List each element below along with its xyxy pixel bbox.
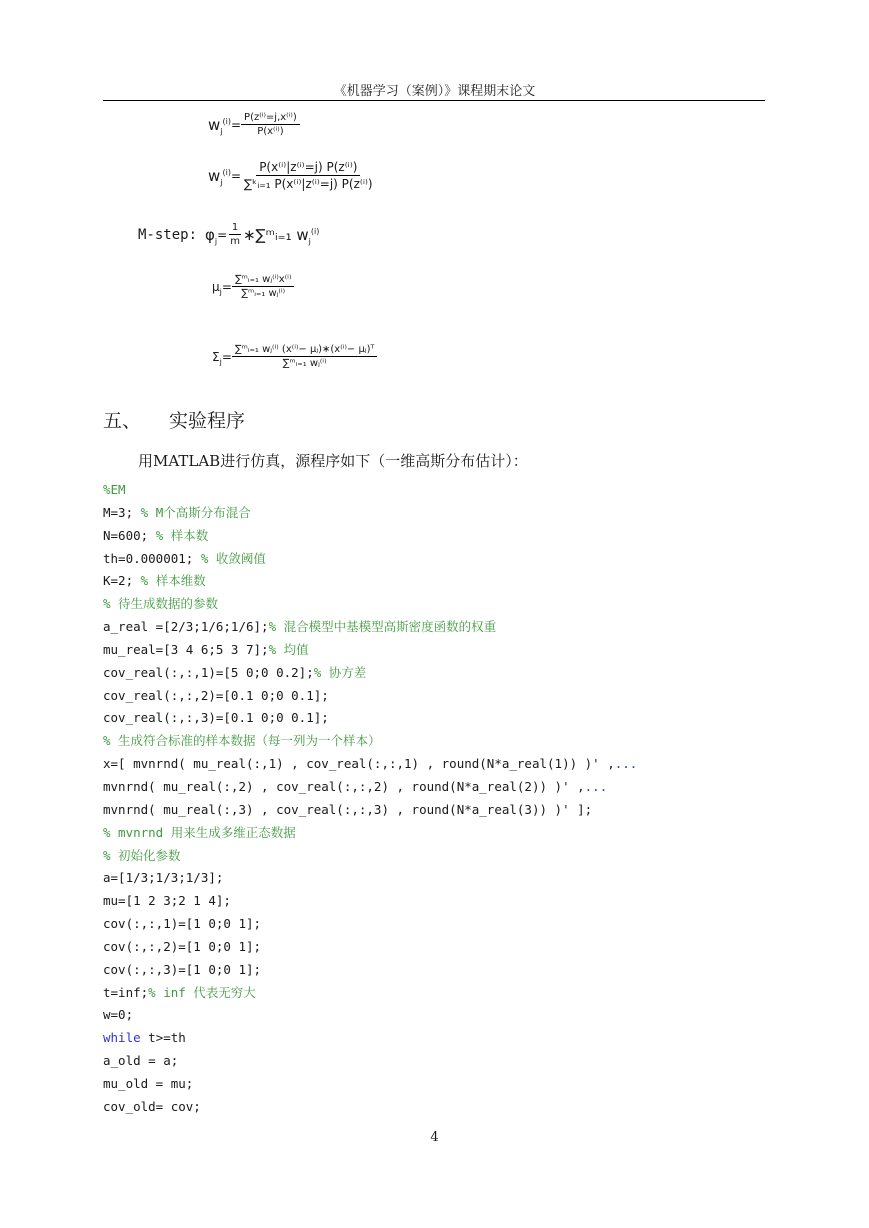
section-number: 五、 [103,410,142,432]
code-line [103,570,637,593]
m-step-sigma-equation [212,344,377,369]
code-line [103,845,637,868]
sigma-denominator: ∑ᵐᵢ₌₁ wⱼ⁽ⁱ⁾ [282,358,327,369]
code-comment: % 混合模型中基模型高斯密度函数的权重 [268,619,497,635]
intro-paragraph: 用MATLAB进行仿真，源程序如下（一维高斯分布估计）： [138,452,528,470]
code-line [103,753,637,776]
code-text: cov(:,:,1)=[1 0;0 1]; [103,916,262,932]
code-comment: %EM [103,482,126,497]
code-comment: % M个高斯分布混合 [140,504,251,520]
eq2-denominator: ∑ᵏᵢ₌₁ P(x⁽ⁱ⁾|z⁽ⁱ⁾=j) P(z⁽ⁱ⁾) [244,177,373,191]
header-title: 《机器学习（案例）》课程期末论文 [333,84,536,99]
code-line [103,867,637,890]
section-title: 实验程序 [169,410,246,432]
code-line [103,1050,637,1073]
eq2-numerator: P(x⁽ⁱ⁾|z⁽ⁱ⁾=j) P(z⁽ⁱ⁾) [256,160,360,176]
code-line [103,959,637,982]
code-comment: % 样本数 [155,527,209,543]
code-comment: % 均值 [268,641,309,657]
sigma-fraction [232,344,377,369]
code-comment: % 生成符合标准的样本数据（每一列为一个样本） [103,733,381,749]
eq1-equals: = [230,117,242,132]
code-line [103,822,637,845]
code-comment: % inf 代表无穷大 [148,984,256,1000]
eq1-denominator: P(x⁽ⁱ⁾) [257,126,284,137]
code-keyword: ... [584,778,608,794]
phi-fraction-den: m [230,236,240,247]
mu-equals: = [221,279,232,294]
code-text: K=2; [103,573,141,589]
code-line [103,502,637,525]
code-comment: % 初始化参数 [103,847,181,863]
code-text: M=3; [103,504,141,520]
code-text: N=600; [103,527,156,543]
code-keyword: while [103,1030,141,1046]
code-line [103,548,637,571]
code-text: mvnrnd( mu_real(:,3) , cov_real(:,:,3) , round(N*a_real(3)) )' ]; [103,801,593,817]
code-line [103,479,637,502]
code-line [103,685,637,708]
code-text: a_old = a; [103,1053,179,1069]
code-line [103,982,637,1005]
code-text: cov_real(:,:,1)=[5 0;0 0.2]; [103,664,314,680]
phi-sum: ∗∑ᵐᵢ₌₁ $w_j^{(i)}$ [242,225,320,246]
header-rule [103,100,765,101]
code-line [103,1027,637,1050]
code-text: mu=[1 2 3;2 1 4]; [103,893,231,909]
code-text: mu_old = mu; [103,1075,194,1091]
section-heading [103,406,245,433]
m-step-label: M-step: [138,226,198,243]
code-text: t=inf; [103,984,149,1000]
code-line [103,707,637,730]
code-comment: % 待生成数据的参数 [103,596,219,612]
code-line [103,913,637,936]
eq1-fraction [241,112,300,137]
e-step-equation-1 [208,112,300,137]
mu-numerator: ∑ᵐᵢ₌₁ wⱼ⁽ⁱ⁾x⁽ⁱ⁾ [232,274,294,287]
eq2-fraction [241,160,376,191]
eq1-numerator: P(z⁽ⁱ⁾=j,x⁽ⁱ⁾) [241,112,300,125]
phi-fraction-num: 1 [229,222,241,235]
code-line [103,1073,637,1096]
code-text: mu_real=[3 4 6;5 3 7]; [103,641,269,657]
code-line [103,936,637,959]
phi-fraction [227,222,243,247]
code-keyword: ... [614,756,638,772]
code-line [103,639,637,662]
code-text: t>=th [140,1030,186,1046]
code-text: cov(:,:,2)=[1 0;0 1]; [103,938,262,954]
phi-lhs: $\varphi_j$ [205,225,218,246]
code-text: x=[ mvnrnd( mu_real(:,1) , cov_real(:,:,1) , round(N*a_real(1)) )' , [103,756,615,772]
code-comment: % 收敛阈值 [200,550,266,566]
m-step-mu-equation [212,274,294,299]
code-line [103,1096,637,1119]
phi-equals: = [217,227,228,242]
m-step-phi-equation [138,222,319,247]
code-comment: % 协方差 [313,664,367,680]
code-text: th=0.000001; [103,550,201,566]
sigma-lhs: $\Sigma_j$ [212,349,222,366]
code-line [103,799,637,822]
code-line [103,662,637,685]
code-text: cov_real(:,:,3)=[0.1 0;0 0.1]; [103,710,329,726]
code-line [103,593,637,616]
code-block [103,479,637,1119]
sigma-numerator: ∑ᵐᵢ₌₁ wⱼ⁽ⁱ⁾ (x⁽ⁱ⁾− μⱼ)∗(x⁽ⁱ⁾− μⱼ)ᵀ [232,344,377,357]
e-step-equation-2 [208,160,376,191]
code-text: w=0; [103,1007,134,1023]
code-line [103,890,637,913]
code-text: a_real =[2/3;1/6;1/6]; [103,619,269,635]
code-line [103,776,637,799]
code-text: cov_old= cov; [103,1098,201,1114]
eq2-lhs: $w_j^{(i)}$ [208,166,231,187]
mu-fraction [232,274,294,299]
code-line [103,730,637,753]
mu-lhs: $\mu_j$ [212,279,222,296]
sigma-equals: = [221,349,232,364]
eq2-equals: = [230,168,242,183]
page-number: 4 [430,1130,439,1145]
code-line [103,1004,637,1027]
code-line [103,525,637,548]
code-comment: % mvnrnd 用来生成多维正态数据 [103,824,296,840]
code-text: cov_real(:,:,2)=[0.1 0;0 0.1]; [103,687,329,703]
code-line [103,616,637,639]
code-comment: % 样本维数 [140,573,206,589]
code-text: mvnrnd( mu_real(:,2) , cov_real(:,:,2) , round(N*a_real(2)) )' , [103,778,585,794]
eq1-lhs: $w_j^{(i)}$ [208,115,231,136]
code-text: a=[1/3;1/3;1/3]; [103,870,224,886]
code-text: cov(:,:,3)=[1 0;0 1]; [103,961,262,977]
mu-denominator: ∑ᵐᵢ₌₁ wⱼ⁽ⁱ⁾ [241,288,286,299]
